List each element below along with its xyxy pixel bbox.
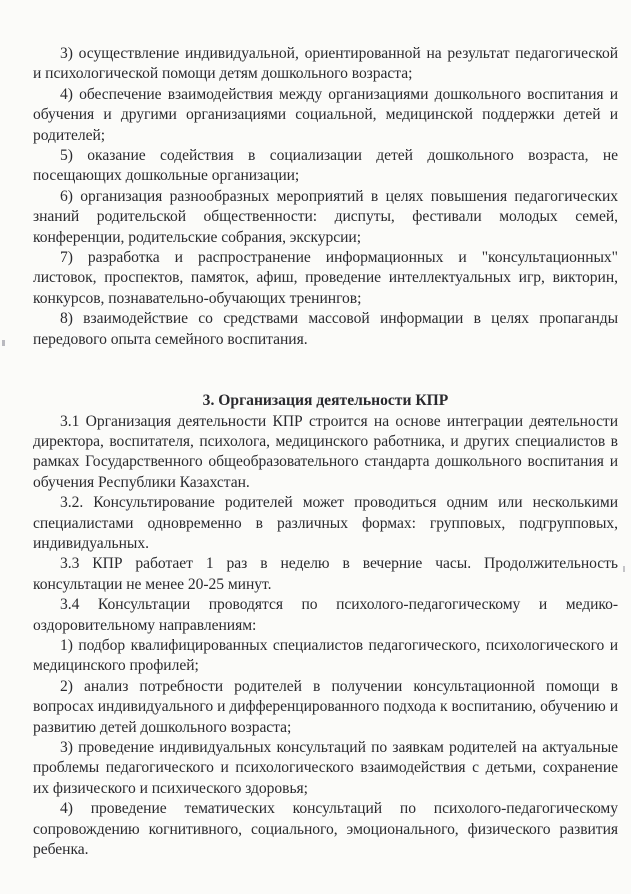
section-paragraph: 3.4 Консультации проводятся по психолого-педагогическому и медико-оздоровительному направлениям: [33, 596, 618, 634]
scan-edge-mark [623, 566, 625, 572]
list-item: 7) разработка и распространение информационных и "консультационных" листовок, проспектов, памяток, афиш, проведение интеллектуальных игр, викторин, конкурсов, познавательно-обучающих тренингов; [33, 249, 618, 307]
scan-edge-mark [2, 340, 5, 346]
section-paragraph: 1) подбор квалифицированных специалистов педагогического, психологического и медицинского профилей; [33, 636, 618, 675]
list-item: 8) взаимодействие со средствами массовой информации в целях пропаганды передового опыта семейного воспитания. [33, 310, 618, 348]
section-heading: 3. Организация деятельности КПР [202, 392, 449, 410]
list-item: 4) обеспечение взаимодействия между организациями дошкольного воспитания и обучения и другими организациями социальной, медицинской поддержки детей и родителей; [33, 85, 618, 144]
list-item: 5) оказание содействия в социализации детей дошкольного возраста, не посещающих дошкольные организации; [33, 147, 618, 185]
list-item: 3) осуществление индивидуальной, ориентированной на результат педагогической и психологической помощи детям дошкольного возраста; [33, 45, 618, 83]
section-paragraph: 3) проведение индивидуальных консультаций по заявкам родителей на актуальные проблемы педагогического и психологического взаимодействия с детьми, сохранение их физического и психического здоровья; [33, 739, 618, 797]
section-spacer [33, 350, 618, 391]
section-paragraph: 3.3 КПР работает 1 раз в неделю в вечерние часы. Продолжительность консультации не менее 20-25 минут. [33, 555, 618, 593]
section-paragraph: 4) проведение тематических консультаций по психолого-педагогическому сопровождению когнитивного, социального, эмоционального, физического развития ребенка. [33, 800, 618, 859]
section-paragraph: 2) анализ потребности родителей в получении консультационной помощи в вопросах индивидуального и дифференцированного подхода к воспитанию, обучению и развитию детей дошкольного возраста; [33, 677, 618, 736]
list-item: 6) организация разнообразных мероприятий в целях повышения педагогических знаний родительской общественности: диспуты, фестивали молодых семей, конференции, родительские собрания, экскурсии; [33, 187, 618, 246]
document-page [33, 44, 618, 860]
section-paragraph: 3.1 Организация деятельности КПР строится на основе интеграции деятельности директора, воспитателя, психолога, медицинского работника, и других специалистов в рамках Государственного общеобразовательного стандарта дошкольного воспитания и обучения Республики Казахстан. [33, 412, 618, 491]
section-paragraph: 3.2. Консультирование родителей может проводиться одним или несколькими специалистами одновременно в различных формах: групповых, подгрупповых, индивидуальных. [33, 494, 618, 552]
